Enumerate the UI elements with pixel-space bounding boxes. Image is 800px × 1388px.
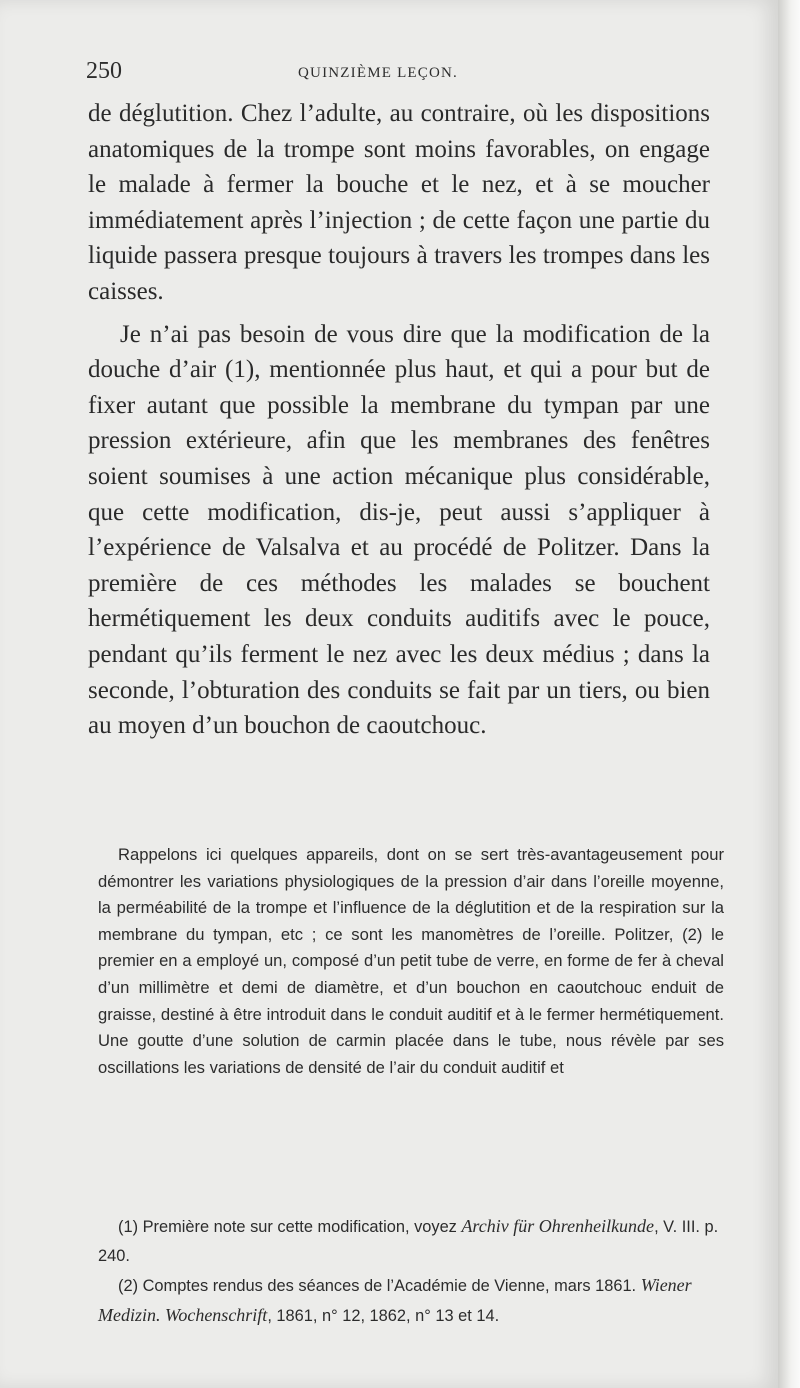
running-head: QUINZIÈME LEÇON. bbox=[298, 65, 459, 81]
body-text bbox=[88, 96, 710, 744]
footnote-1-text: (1) Première note sur cette modification, voyez bbox=[118, 1218, 462, 1236]
footnote-1 bbox=[98, 1212, 728, 1271]
body-paragraph-2: Je n’ai pas besoin de vous dire que la modification de la douche d’air (1), mentionnée plus haut, et qui a pour but de fixer autant que possible la membrane du tympan par une pression extérieure, afin que les membranes des fenêtres soient soumises à une action mécanique plus considérable, que cette modification, dis-je, peut aussi s’appliquer à l’expérience de Valsalva et au procédé de Politzer. Dans la première de ces méthodes les malades se bouchent hermétiquement les deux conduits auditifs avec le pouce, pendant qu’ils ferment le nez avec les deux médius ; dans la seconde, l’obturation des conduits se fait par un tiers, ou bien au moyen d’un bouchon de caoutchouc. bbox=[88, 320, 710, 740]
footnote-2-text: (2) Comptes rendus des séances de l’Académie de Vienne, mars 1861. bbox=[118, 1277, 637, 1295]
footnote-2-tail: , 1861, n° 12, 1862, n° 13 et 14. bbox=[267, 1307, 500, 1325]
small-print-section bbox=[98, 842, 724, 1081]
small-print-paragraph: Rappelons ici quelques appareils, dont on se sert très-avantageusement pour démontrer les variations physiologiques de la pression d’air dans l’oreille moyenne, la perméabilité de la trompe et l’influence de la déglutition et de la respiration sur la membrane du tympan, etc ; ce sont les manomètres de l’oreille. Politzer, (2) le premier en a employé un, composé d’un petit tube de verre, en forme de fer à cheval d’un millimètre et demi de diamètre, et d’un bouchon en caoutchouc enduit de graisse, destiné à être introduit dans le conduit auditif et à le fermer hermétiquement. Une goutte d’une solution de carmin placée dans le tube, nous révèle par ses oscillations les variations de densité de l’air du conduit auditif et bbox=[98, 845, 724, 1077]
page-edge bbox=[778, 0, 800, 1388]
page-number: 250 bbox=[86, 58, 122, 84]
footnote-1-tail: , V. III. p. 240. bbox=[98, 1218, 719, 1265]
footnote-1-journal: Archiv für Ohrenheilkunde bbox=[461, 1216, 655, 1236]
footnotes bbox=[98, 1212, 728, 1331]
footnote-2 bbox=[98, 1271, 728, 1331]
body-paragraph-1: de déglutition. Chez l’adulte, au contraire, où les dispositions anatomiques de la trompe sont moins favorables, on engage le malade à fermer la bouche et le nez, et à se moucher immédiatement après l’injection ; de cette façon une partie du liquide passera presque toujours à travers les trompes dans les caisses. bbox=[88, 100, 710, 305]
footnote-2-journal: Wiener Medizin. Wochenschrift bbox=[98, 1275, 692, 1325]
page-header bbox=[86, 58, 726, 94]
